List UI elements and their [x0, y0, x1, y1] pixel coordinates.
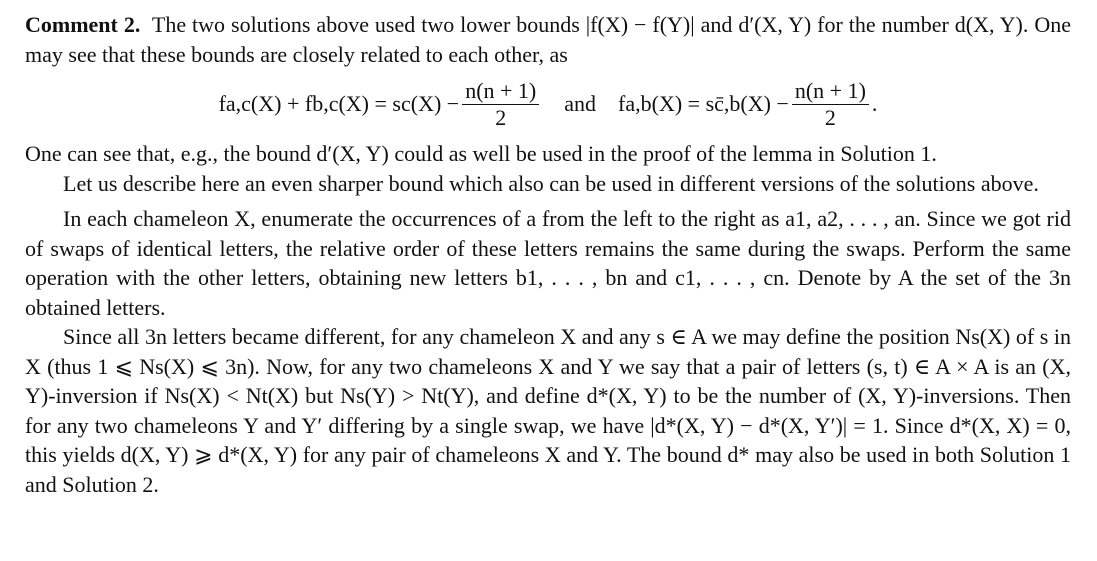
comment-paragraph	[25, 10, 1071, 69]
equation-left-lhs: fa,c(X) + fb,c(X) = sc(X) −	[218, 91, 460, 117]
equation-left-denominator: 2	[495, 104, 507, 130]
equation-right-numerator: n(n + 1)	[792, 78, 869, 105]
display-equation	[25, 73, 1071, 135]
paragraph-3: In each chameleon X, enumerate the occurrences of a from the left to the right as a1, a2, . . . , an. Since we got rid of swaps of identical letters, the relative order of these letters remains the same during the swaps. Perform the same operation with the other letters, obtaining new letters b1, . . . , bn and c1, . . . , cn. Denote by A the set of the 3n obtained letters.	[25, 206, 1071, 320]
paragraph-2: Let us describe here an even sharper bound which also can be used in different versions of the solutions above.	[63, 170, 1039, 196]
paragraph-4: Since all 3n letters became different, for any chameleon X and any s ∈ A we may define the position Ns(X) of s in X (thus 1 ⩽ Ns(X) ⩽ 3n). Now, for any two chameleons X and Y we say that a pair of letters (s, t) ∈ A × A is an (X, Y)-inversion if Ns(X) < Nt(X) but Ns(Y) > Nt(Y), and define d*(X, Y) to be the number of (X, Y)-inversions. Then for any two chameleons Y and Y′ differing by a single swap, we have |d*(X, Y) − d*(X, Y′)| = 1. Since d*(X, X) = 0, this yields d(X, Y) ⩾ d*(X, Y) for any pair of chameleons X and Y. The bound d* may also be used in both Solution 1 and Solution 2.	[25, 324, 1071, 497]
paragraph-1: One can see that, e.g., the bound d′(X, Y) could as well be used in the proof of the lemma in Solution 1.	[25, 141, 937, 166]
equation-right-denominator: 2	[824, 104, 836, 130]
comment-intro-text: The two solutions above used two lower bounds |f(X) − f(Y)| and d′(X, Y) for the number d(X, Y). One may see that these bounds are closely related to each other, as	[25, 12, 1071, 67]
equation-right-fraction	[792, 78, 869, 131]
equation-end-punct: .	[871, 91, 878, 117]
comment-heading: Comment 2.	[25, 12, 141, 37]
equation-connector: and	[564, 91, 597, 117]
equation-right-lhs: fa,b(X) = sc̄,b(X) −	[618, 91, 789, 117]
equation-left-numerator: n(n + 1)	[462, 78, 539, 105]
equation-left-fraction	[462, 78, 539, 131]
